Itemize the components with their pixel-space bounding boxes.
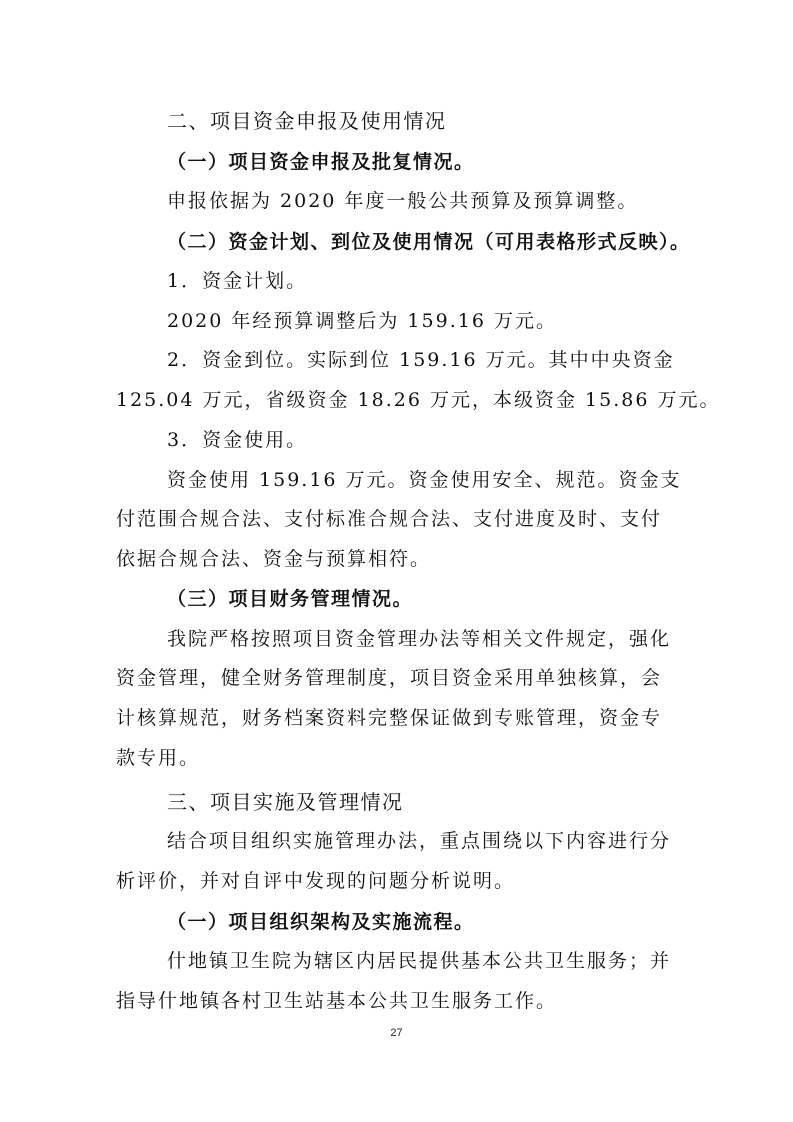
section3-heading: 三、项目实施及管理情况	[167, 790, 404, 814]
financial-mgmt-line1: 我院严格按照项目资金管理办法等相关文件规定，强化	[167, 628, 672, 650]
org-structure-line2: 指导什地镇各村卫生站基本公共卫生服务工作。	[116, 990, 558, 1012]
section2-sub1-heading: （一）项目资金申报及批复情况。	[167, 151, 475, 173]
page-number: 27	[390, 1027, 403, 1039]
funding-arrival-line1: 2．资金到位。实际到位 159.16 万元。其中中央资金	[167, 349, 675, 371]
org-structure-line1: 什地镇卫生院为辖区内居民提供基本公共卫生服务；并	[167, 950, 672, 972]
funding-use-line3: 依据合规合法、资金与预算相符。	[116, 548, 432, 570]
section2-sub1-paragraph: 申报依据为 2020 年度一般公共预算及预算调整。	[167, 190, 639, 212]
funding-plan-heading: 1．资金计划。	[167, 270, 308, 292]
funding-use-line1: 资金使用 159.16 万元。资金使用安全、规范。资金支	[167, 469, 682, 491]
section2-sub2-heading: （二）资金计划、到位及使用情况（可用表格形式反映）。	[167, 231, 691, 253]
funding-arrival-line2: 125.04 万元，省级资金 18.26 万元，本级资金 15.86 万元。	[116, 389, 721, 411]
section2-sub3-heading: （三）项目财务管理情况。	[167, 588, 414, 610]
financial-mgmt-line4: 款专用。	[116, 747, 201, 769]
section3-sub1-heading: （一）项目组织架构及实施流程。	[167, 911, 475, 933]
section2-heading: 二、项目资金申报及使用情况	[167, 109, 447, 133]
financial-mgmt-line3: 计核算规范，财务档案资料完整保证做到专账管理，资金专	[116, 707, 663, 729]
funding-plan-text: 2020 年经预算调整后为 159.16 万元。	[167, 310, 557, 332]
financial-mgmt-line2: 资金管理，健全财务管理制度，项目资金采用单独核算，会	[116, 667, 663, 689]
funding-use-heading: 3．资金使用。	[167, 429, 308, 451]
section3-intro-line1: 结合项目组织实施管理办法，重点围绕以下内容进行分	[167, 830, 672, 852]
funding-use-line2: 付范围合规合法、支付标准合规合法、支付进度及时、支付	[116, 508, 663, 530]
section3-intro-line2: 析评价，并对自评中发现的问题分析说明。	[116, 870, 516, 892]
